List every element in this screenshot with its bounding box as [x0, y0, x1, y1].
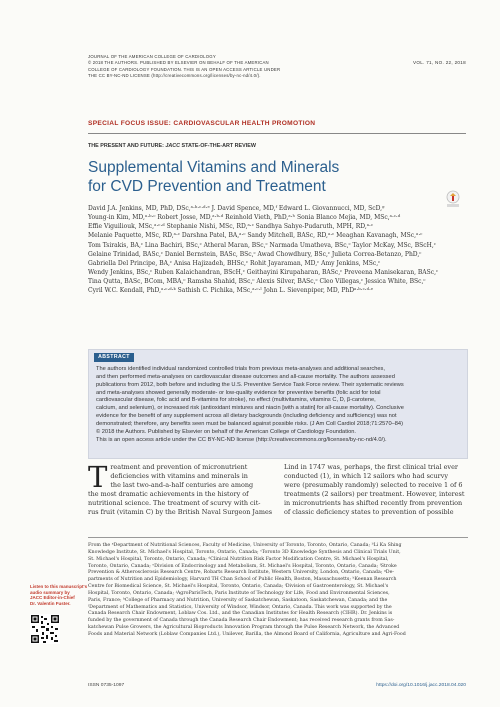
author-line: Gelaine Trinidad, BASc,ᶜ Daniel Bernstein, BASc, BSc,ᶜ Awad Chowdhury, BSc,ᶜ Julieta Correa-Betanzo, PhD,ᶜ	[88, 250, 422, 258]
author-line: Gabriella Del Principe, BA,ᶜ Anisa Hajizadeh, BHSc,ᶜ Rohit Jayaraman, MD,ᶜ Amy Jenkins, MSc,ᶜ	[88, 259, 381, 267]
abstract-line: evidence for the benefit of any supplement across all dietary backgrounds (including deficiency and sufficiency) was not	[96, 413, 397, 420]
abstract-line: demonstrated; therefore, any benefits seen must be balanced against possible risks. (J Am Coll Cardiol 2018;71:2570–84)	[96, 420, 403, 427]
series-suffix: STATE-OF-THE-ART REVIEW	[180, 143, 256, 149]
affiliation-line: funded by the government of Canada through the Canada Research Chair Endowment; has received research grants from Sas-	[88, 618, 395, 624]
header-line: COLLEGE OF CARDIOLOGY FOUNDATION. THIS IS AN OPEN ACCESS ARTICLE UNDER	[88, 66, 281, 72]
body-line: deficiencies with vitamins and minerals in	[110, 472, 248, 481]
abstract-line: and meta-analyses showed generally moderate- or low-quality evidence for preventive benefits (folic acid for total	[96, 389, 381, 396]
title-line: Supplemental Vitamins and Minerals	[88, 159, 340, 176]
divider	[88, 133, 466, 134]
body-line: Lind in 1747 was, perhaps, the first clinical trial ever	[284, 463, 458, 471]
body-line: conducted (1), in which 12 sailors who had scurvy	[284, 472, 448, 481]
affiliation-line: Canada Research Chair Endowment, Loblaw Cos. Ltd., and the Canadian Institutes for Health Research (CIHR). Dr. Jenkins is	[88, 611, 393, 617]
affiliations	[88, 543, 468, 639]
series-label	[88, 143, 256, 149]
listen-line: Listen to this manuscript's	[30, 584, 88, 589]
affiliation-line: Hospital, Toronto, Ontario, Canada; ʲAgroParisTech, Paris Institute of Technology for Life, Food and Environmental Sciences,	[88, 590, 390, 596]
header-line: © 2018 THE AUTHORS. PUBLISHED BY ELSEVIER ON BEHALF OF THE AMERICAN	[88, 60, 269, 66]
volume-info: VOL. 71, NO. 22, 2018	[412, 60, 466, 65]
body-line: treatments (2 sailors) per treatment. However, interest	[284, 490, 465, 499]
body-line: reatment and prevention of micronutrient	[110, 463, 248, 471]
affiliation-line: Paris, France; ᵏCollege of Pharmacy and Nutrition, University of Saskatchewan, Saskatoon, Saskatchewan, Canada; and the	[88, 597, 388, 603]
body-line: the most dramatic achievements in the history of	[88, 490, 249, 499]
listen-line: JACC Editor-in-Chief	[30, 595, 75, 601]
author-line: Young-in Kim, MD,ᵃ·ᵇ·ᶜ Robert Josse, MD,ᵃ·ᵇ·ᵈ Reinhold Vieth, PhD,ᵃ·ʰ Sonia Blanco Mejia, MD, MSc,ᵃ·ᶜ·ᵈ	[88, 214, 401, 222]
header-line: THE CC BY-NC-ND LICENSE (http://creativecommons.org/licenses/by-nc-nd/4.0/).	[88, 73, 261, 79]
abstract-label: ABSTRACT	[94, 353, 134, 362]
affiliation-line: From the ᵃDepartment of Nutritional Sciences, Faculty of Medicine, University of Toronto, Toronto, Ontario, Canada; ᵇLi Ka Shing	[88, 543, 402, 548]
body-line: in micronutrients has shifted recently from prevention	[284, 499, 463, 508]
author-line: David J.A. Jenkins, MD, PhD, DSc,ᵃ·ᵇ·ᶜ·ᵈ·ᵉ J. David Spence, MD,ᶠ Edward L. Giovannucci, MD, ScD,ᵍ	[88, 205, 385, 212]
series-journal: JACC	[165, 143, 181, 149]
affiliation-line: ˡDepartment of Mathematics and Statistics, University of Windsor, Windsor, Ontario, Canada. This work was supported by the	[88, 604, 392, 610]
body-line: rus fruit (vitamin C) by the British Naval Surgeon James	[88, 508, 273, 517]
article-title	[88, 158, 408, 196]
author-line: Effie Viguiliouk, MSc,ᵃ·ᶜ·ᵈ Stephanie Nishi, MSc, RD,ᵃ·ᶜ Sandhya Sahye-Pudaruth, MPH, RD,ᵃ·ᶜ	[88, 223, 374, 231]
affiliation-line: katchewan Pulse Growers, the Agricultural Bioproducts Innovation Program through the Pulse Research Network, the Advanced	[88, 625, 400, 631]
header-line: JOURNAL OF THE AMERICAN COLLEGE OF CARDIOLOGY	[88, 54, 216, 59]
affiliation-line: Knowledge Institute, St. Michael's Hospital, Toronto, Ontario, Canada; ᶜToronto 3D Knowledge Synthesis and Clinical Trials Unit,	[88, 549, 401, 555]
author-line: Cyril W.C. Kendall, PhD,ᵃ·ᶜ·ᵈ·ᵏ Sathish C. Pichika, MSc,ᵃ·ᶜ·ˡ John L. Sievenpiper, MD, PhDᵃ·ᵇ·ᶜ·ᵈ·ᵉ	[88, 287, 374, 295]
affiliation-line: partments of Nutrition and Epidemiology, Harvard TH Chan School of Public Health, Boston, Massachusetts; ʰKeenan Research	[88, 577, 397, 583]
affiliation-line: Centre for Biomedical Science, St. Michael's Hospital, Toronto, Ontario, Canada; ⁱDivision of Gastroenterology, St. Michael's	[88, 584, 389, 590]
abstract-line: © 2018 the Authors. Published by Elsevier on behalf of the American College of Cardiology Foundation.	[96, 428, 356, 435]
abstract-line: This is an open access article under the CC BY-NC-ND license (http://creativecommons.org/licenses/by-nc-nd/4.0/).	[96, 436, 387, 443]
affiliation-line: Toronto, Ontario, Canada; ᵉDivision of Endocrinology and Metabolism, St. Michael's Hospital, Toronto, Ontario, Canada; ᶠStroke	[88, 563, 397, 569]
abstract-line: publications from 2012, both before and including the U.S. Preventive Service Task Force review. Their systematic reviews	[96, 381, 404, 388]
author-list	[88, 204, 468, 296]
author-line: Tom Tsirakis, BA,ᶜ Lina Bachiri, BSc,ᶜ Atheral Maran, BSc,ᶜ Narmada Umatheva, BSc,ᶜ Taylor McKay, MSc, BScH,ᶜ	[88, 241, 436, 249]
body-column-left	[88, 460, 273, 518]
drop-cap: T	[88, 460, 108, 494]
title-line: for CVD Prevention and Treatment	[88, 178, 326, 195]
author-line: Melanie Paquette, MSc, RD,ᵃ·ᶜ Darshna Patel, BA,ᵃ·ᶜ Sandy Mitchell, BASc, RD,ᵃ·ᶜ Meaghan Kavanagh, MSc,ᵃ·ᶜ	[88, 232, 423, 240]
affiliation-line: Prevention & Atherosclerosis Research Centre, Robarts Research Institute, Western University, London, Ontario, Canada; ᵍDe-	[88, 570, 395, 576]
divider	[88, 537, 468, 538]
listen-line: Dr. Valentin Fuster.	[30, 600, 71, 606]
abstract-line: and then performed meta-analyses on cardiovascular disease outcomes and all-cause mortality. The authors assessed	[96, 373, 395, 380]
body-line: the last two-and-a-half centuries are among	[110, 481, 254, 490]
body-line: of classic deficiency states to prevention of possible	[284, 508, 454, 517]
audio-summary-note[interactable]	[30, 584, 94, 606]
issn: ISSN 0735-1097	[88, 683, 125, 688]
body-line: were (presumably randomly) selected to receive 1 of 6	[284, 481, 463, 490]
journal-header	[88, 54, 418, 80]
special-focus-label: SPECIAL FOCUS ISSUE: CARDIOVASCULAR HEALTH PROMOTION	[88, 120, 316, 127]
affiliation-line: St. Michael's Hospital, Toronto, Ontario, Canada; ᵈClinical Nutrition Risk Factor Modification Centre, St. Michael's Hospital,	[88, 556, 389, 562]
abstract-line: cardiovascular disease, folic acid and B-vitamins for stroke), no effect (multivitamins, vitamins C, D, β-carotene,	[96, 397, 376, 404]
abstract-line: calcium, and selenium), or increased risk (antioxidant mixtures and niacin [with a statin] for all-cause mortality). Conclusive	[96, 405, 404, 412]
doi-link[interactable]: https://doi.org/10.1016/j.jacc.2018.04.020	[376, 683, 466, 688]
author-line: Tina Qutta, BASc, BCom, MBA,ᶜ Ramsha Shahid, BSc,ᶜ Alexis Silver, BASc,ᶜ Cleo Villegas,ᶜ Jessica White, BSc,ᶜ	[88, 278, 426, 286]
abstract-text	[96, 366, 458, 444]
affiliation-line: Foods and Material Network (Loblaw Companies Ltd.), Unilever, Barilla, the Almond Board of California, Agriculture and Agri-Food	[88, 631, 406, 637]
body-column-right	[284, 463, 469, 518]
abstract-line: The authors identified individual randomized controlled trials from previous meta-analyses and additional searches,	[96, 366, 385, 372]
listen-line: audio summary by	[30, 589, 70, 595]
qr-code-icon[interactable]	[30, 614, 60, 644]
series-prefix: THE PRESENT AND FUTURE:	[88, 143, 166, 149]
body-line: nutritional science. The treatment of scurvy with cit-	[88, 499, 261, 508]
author-line: Wendy Jenkins, BSc,ᶜ Ruben Kalaichandran, BScH,ᶜ Geithayini Kirupaharan, BASc,ᶜ Preveena Manisekaran, BASc,ᶜ	[88, 269, 439, 277]
